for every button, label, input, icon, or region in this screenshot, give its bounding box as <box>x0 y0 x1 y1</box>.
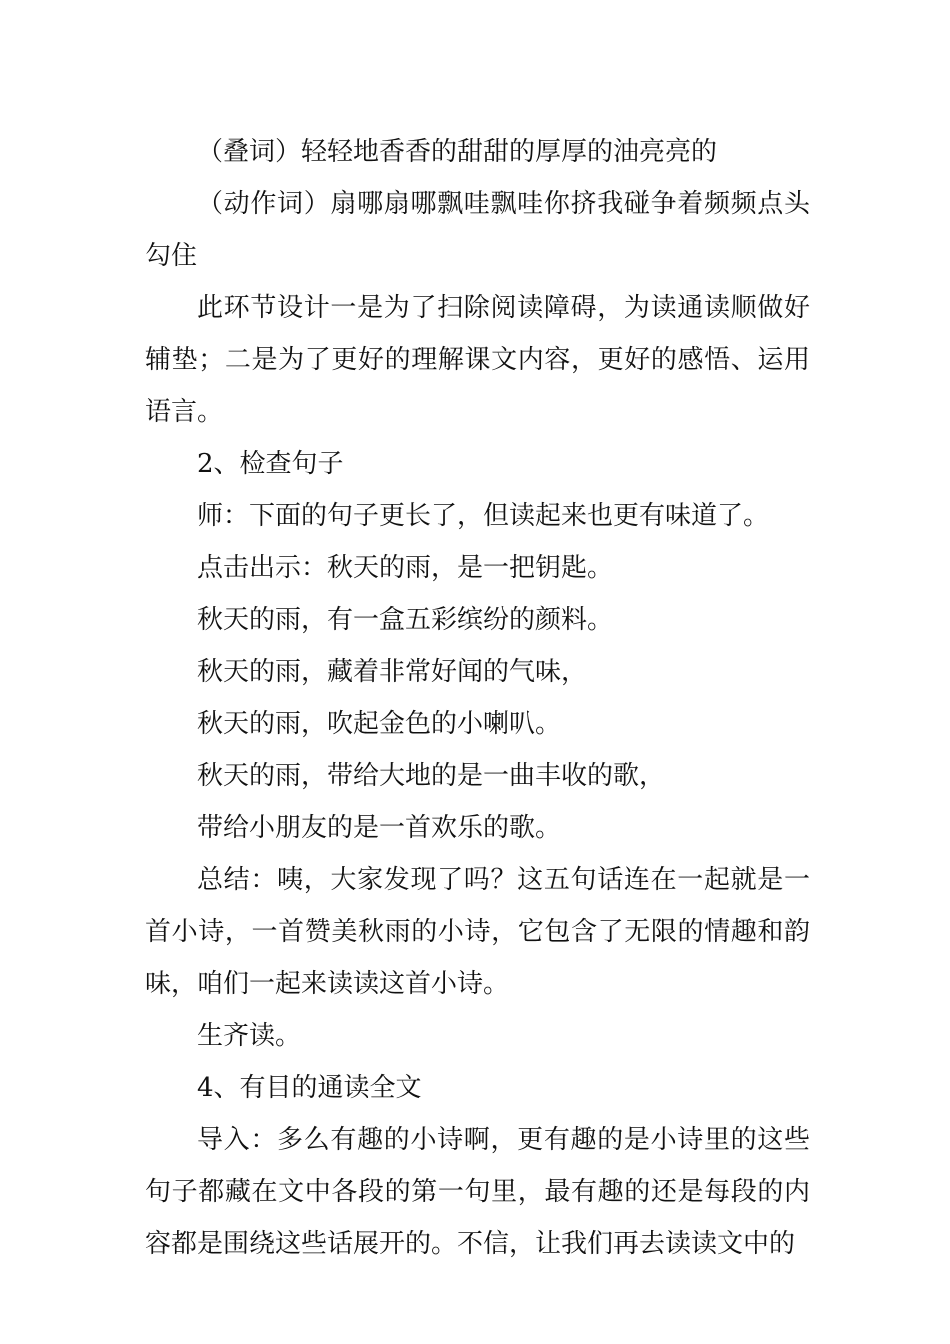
paragraph-action-words: （动作词）扇哪扇哪飘哇飘哇你挤我碰争着频频点头勾住 <box>145 189 810 271</box>
paragraph-summary: 总结：咦，大家发现了吗？这五句话连在一起就是一首小诗，一首赞美秋雨的小诗，它包含了无限的情趣和韵味，咱们一起来读读这首小诗。 <box>145 865 810 999</box>
paragraph-design-note: 此环节设计一是为了扫除阅读障碍，为读通读顺做好辅垫；二是为了更好的理解课文内容，更好的感悟、运用语言。 <box>145 293 810 427</box>
paragraph-sentence-5b: 带给小朋友的是一首欢乐的歌。 <box>197 813 562 843</box>
section-heading-check-sentences: 2、检查句子 <box>197 449 344 479</box>
paragraph-sentence-5a: 秋天的雨，带给大地的是一曲丰收的歌， <box>197 761 666 791</box>
paragraph-show-sentence-1: 点击出示：秋天的雨，是一把钥匙。 <box>197 553 614 583</box>
document-body <box>145 126 810 1270</box>
paragraph-sentence-2: 秋天的雨，有一盒五彩缤纷的颜料。 <box>197 605 614 635</box>
paragraph-sentence-3: 秋天的雨，藏着非常好闻的气味， <box>197 657 588 687</box>
section-heading-read-full-text: 4、有目的通读全文 <box>197 1073 422 1103</box>
paragraph-lead-in: 导入：多么有趣的小诗啊，更有趣的是小诗里的这些句子都藏在文中各段的第一句里，最有趣的还是每段的内容都是围绕这些话展开的。不信，让我们再去读读文中的 <box>145 1125 810 1259</box>
paragraph-reduplicated-words: （叠词）轻轻地香香的甜甜的厚厚的油亮亮的 <box>197 137 718 167</box>
paragraph-teacher-intro: 师：下面的句子更长了，但读起来也更有味道了。 <box>197 501 770 531</box>
paragraph-sentence-4: 秋天的雨，吹起金色的小喇叭。 <box>197 709 562 739</box>
paragraph-read-together: 生齐读。 <box>197 1021 302 1051</box>
